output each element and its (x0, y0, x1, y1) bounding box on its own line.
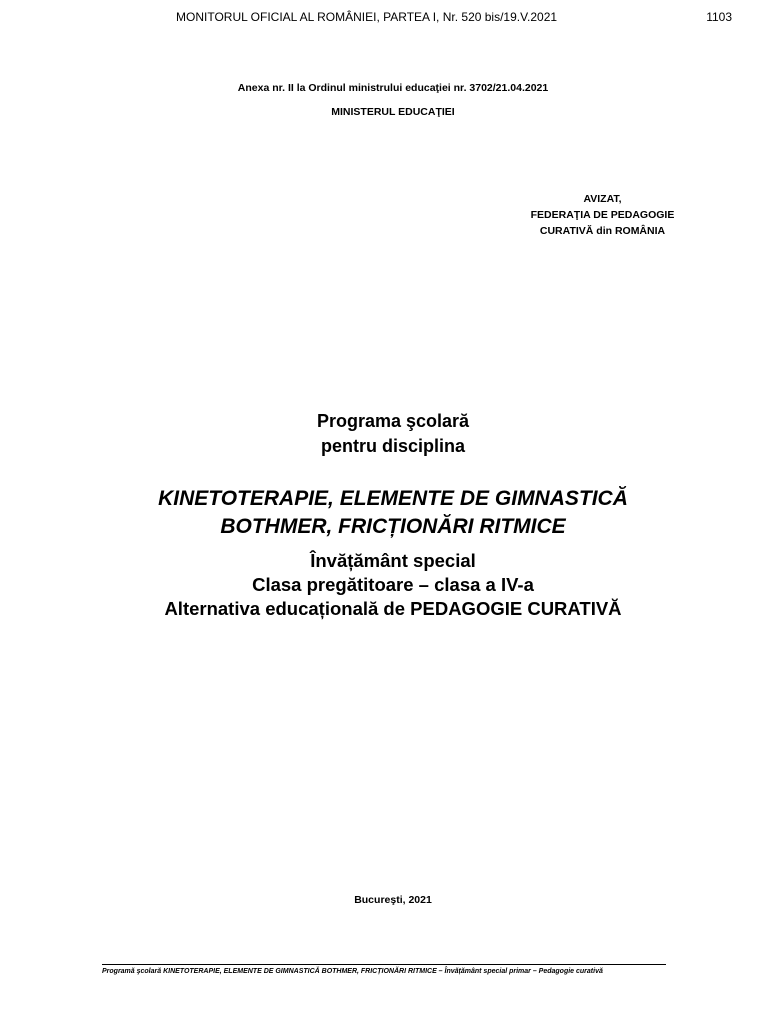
educational-alternative: Alternativa educațională de PEDAGOGIE CURATIVĂ (164, 598, 622, 619)
discipline-title-line-2: BOTHMER, FRICȚIONĂRI RITMICE (220, 515, 566, 538)
place-and-year: Bucureşti, 2021 (354, 894, 432, 906)
gazette-header-title: MONITORUL OFICIAL AL ROMÂNIEI, PARTEA I, Nr. 520 bis/19.V.2021 (176, 10, 558, 24)
ministry-name: MINISTERUL EDUCAŢIEI (331, 106, 455, 118)
approval-line-2: FEDERAŢIA DE PEDAGOGIE (530, 209, 675, 221)
program-title-line-1: Programa şcolară (316, 411, 470, 431)
footer-divider (102, 964, 666, 965)
program-title-line-2: pentru disciplina (320, 436, 466, 456)
page-footer: Programă şcolară KINETOTERAPIE, ELEMENTE DE GIMNASTICĂ BOTHMER, FRICȚIONĂRI RITMICE – Învățământ special primar – Pedagogie curativă (102, 968, 603, 975)
page-number: 1103 (706, 10, 732, 24)
approval-line-1: AVIZAT, (583, 193, 622, 205)
approval-block (500, 191, 705, 239)
education-type: Învățământ special (310, 550, 476, 571)
grade-range: Clasa pregătitoare – clasa a IV-a (252, 574, 534, 595)
annex-line: Anexa nr. II la Ordinul ministrului educaţiei nr. 3702/21.04.2021 (237, 82, 549, 94)
discipline-title-line-1: KINETOTERAPIE, ELEMENTE DE GIMNASTICĂ (158, 487, 628, 510)
approval-line-3: CURATIVĂ din ROMÂNIA (539, 225, 666, 237)
